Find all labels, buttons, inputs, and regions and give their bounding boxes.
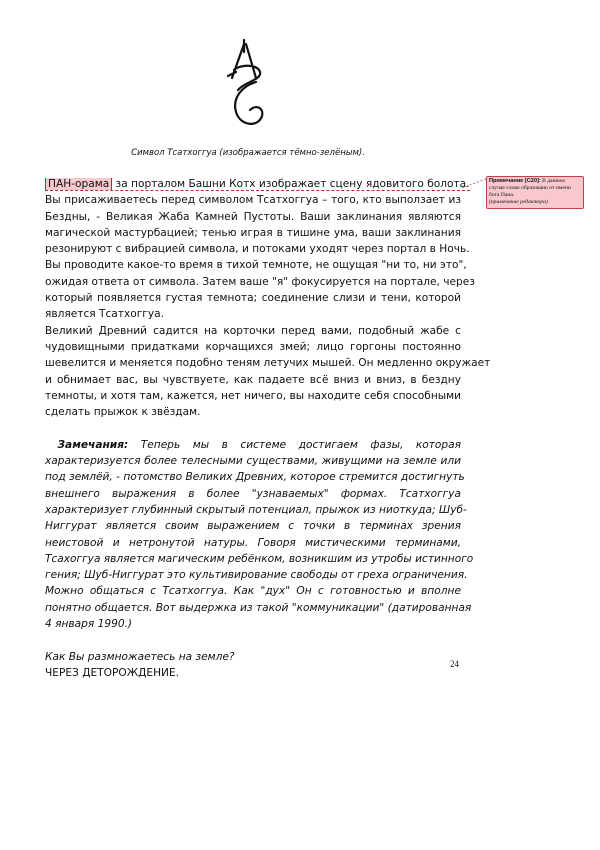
paragraph-line: Вы проводите какое-то время в тихой темноте, не ощущая "ни то, ни это", [45, 259, 467, 272]
paragraph-line: Тсахоггуа является магическим ребёнком, возникшим из утробы истинного [45, 552, 474, 565]
body-text [45, 176, 491, 681]
paragraph-line: ПАН-орама за порталом Башни Котх изображает сцену ядовитого болота. [45, 176, 461, 192]
question-line: Как Вы размножаетесь на земле? [45, 650, 235, 663]
paragraph-line: понятно общается. Вот выдержка из такой "коммуникации" (датированная [45, 601, 472, 614]
paragraph-line: магической мастурбацией; тенью играя в тишине ума, ваши заклинания [45, 226, 461, 239]
paragraph-line: Вы присаживаетесь перед символом Тсатхоггуа – того, кто выползает из [45, 194, 461, 207]
paragraph-line: Замечания: Теперь мы в системе достигаем фазы, которая [57, 438, 461, 451]
page-number: 24 [450, 659, 459, 669]
paragraph-line: Великий Древний садится на корточки перед вами, подобный жабе с [45, 324, 461, 337]
paragraph-line: шевелится и меняется подобно теням летучих мышей. Он медленно окружает [45, 357, 491, 370]
comment-text: В данном случае слово образовано от имени бога Пана. [489, 178, 571, 198]
paragraph-line: резонируют с вибрацией символа, и потоками уходят через портал в Ночь. [45, 243, 470, 256]
paragraph-line: и обнимает вас, вы чувствуете, как падаете всё вниз и вниз, в бездну [45, 373, 461, 386]
paragraph-line: который появляется густая темнота; соединение слизи и тени, которой [45, 292, 461, 305]
paragraph-line: Ниггурат является своим выражением с точки в терминах зрения [45, 520, 461, 533]
answer-line: ЧЕРЕЗ ДЕТОРОЖДЕНИЕ. [45, 666, 180, 679]
paragraph-line: является Тсатхоггуа. [45, 308, 164, 321]
blank-line [45, 632, 461, 648]
commented-word[interactable]: ПАН-орама [45, 178, 112, 190]
comment-label: Примечание [C20]: [489, 178, 541, 184]
tsathoggua-symbol-logo [222, 38, 274, 133]
paragraph-line: неистовой и нетронутой натуры. Говоря мистическими терминами, [45, 536, 461, 549]
comment-note: (примечание редактора) [489, 199, 548, 205]
paragraph-line: гения; Шуб-Ниггурат это культивирование свободы от греха ограничения. [45, 569, 468, 582]
notes-label: Замечания: [57, 438, 129, 451]
blank-line [45, 420, 461, 436]
paragraph-line: характеризуется более телесными существами, живущими на земле или [45, 455, 461, 468]
paragraph-line: 4 января 1990.) [45, 618, 133, 631]
paragraph-line: сделать прыжок к звёздам. [45, 406, 201, 419]
paragraph-line: темноты, и хотя там, кажется, нет ничего, вы находите себя способными [45, 389, 461, 402]
symbol-caption: Символ Тсатхоггуа (изображается тёмно-зелёным). [131, 148, 365, 158]
paragraph-line: Можно общаться с Тсатхоггуа. Как "дух" Он с готовностью и вполне [45, 585, 461, 598]
paragraph-line: под землёй, - потомство Великих Древних, которое стремится достигнуть [45, 471, 465, 484]
paragraph-line: характеризует глубинный скрытый потенциал, прыжок из ниоткуда; Шуб- [45, 503, 467, 516]
paragraph-line: Бездны, - Великая Жаба Камней Пустоты. Ваши заклинания являются [45, 210, 461, 223]
review-comment[interactable] [486, 176, 584, 209]
paragraph-line: внешнего выражения в более "узнаваемых" формах. Тсатхоггуа [45, 487, 461, 500]
paragraph-line: чудовищными придатками корчащихся змей; лицо горгоны постоянно [45, 340, 461, 353]
paragraph-line: ожидая ответа от символа. Затем ваше "я" фокусируется на портале, через [45, 275, 475, 288]
